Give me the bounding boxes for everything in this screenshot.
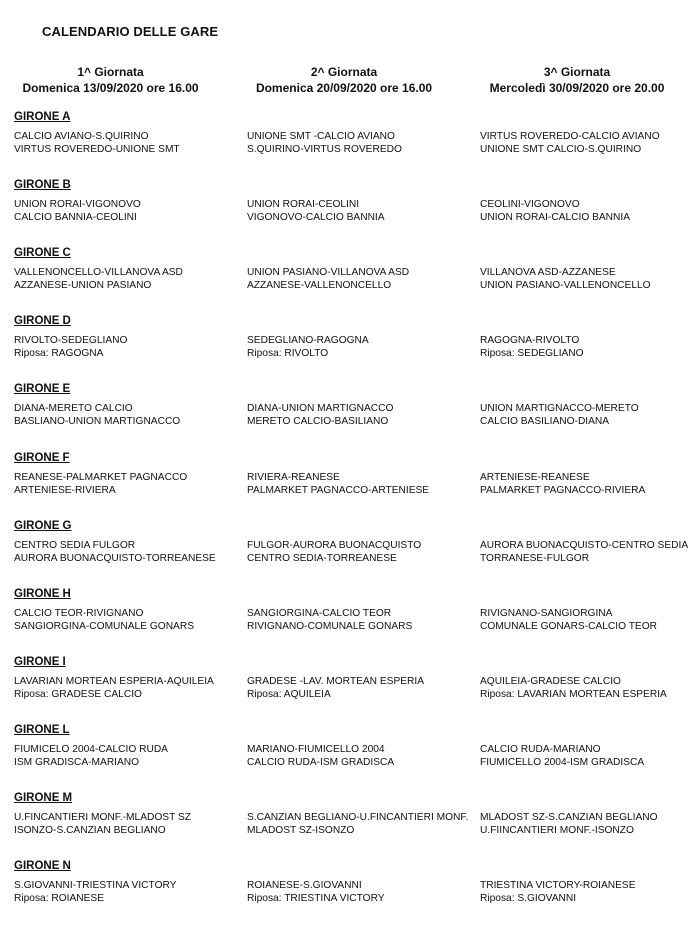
match-line: SANGIORGINA-COMUNALE GONARS: [14, 620, 195, 632]
group-round-column: [480, 472, 645, 497]
group-title: GIRONE N: [14, 860, 71, 872]
group-block: [0, 179, 697, 239]
match-line: U.FIINCANTIERI MONF.-ISONZO: [480, 824, 634, 836]
match-line: MARIANO-FIUMICELLO 2004: [247, 744, 385, 755]
match-line: AQUILEIA-GRADESE CALCIO: [480, 676, 621, 687]
match-line: U.FINCANTIERI MONF.-MLADOST SZ: [14, 812, 191, 823]
match-line: VIGONOVO-CALCIO BANNIA: [247, 211, 385, 223]
match-line: Riposa: SEDEGLIANO: [480, 347, 584, 359]
match-line: ARTENIESE-RIVIERA: [14, 484, 116, 496]
match-line: AZZANESE-VALLENONCELLO: [247, 279, 392, 291]
match-line: CENTRO SEDIA-TORREANESE: [247, 552, 397, 564]
group-round-column: [14, 403, 180, 428]
match-line: Riposa: GRADESE CALCIO: [14, 688, 142, 700]
group-block: [0, 656, 697, 716]
match-line: SANGIORGINA-CALCIO TEOR: [247, 608, 392, 619]
group-round-column: [480, 335, 584, 360]
round-label: 3^ Giornata: [543, 65, 611, 79]
match-line: MERETO CALCIO-BASILIANO: [247, 415, 389, 427]
group-title: GIRONE H: [14, 588, 71, 600]
match-line: LAVARIAN MORTEAN ESPERIA-AQUILEIA: [14, 676, 214, 687]
match-line: UNION MARTIGNACCO-MERETO: [480, 403, 639, 414]
match-line: RIVIGNANO-SANGIORGINA: [480, 608, 613, 619]
round-date: Mercoledì 30/09/2020 ore 20.00: [489, 81, 665, 95]
match-line: AURORA BUONACQUISTO-CENTRO SEDIA: [480, 540, 689, 551]
group-round-column: [480, 267, 651, 292]
group-title: GIRONE D: [14, 315, 71, 327]
match-line: UNION PASIANO-VILLANOVA ASD: [247, 267, 410, 278]
group-round-column: [480, 540, 688, 565]
group-title: GIRONE E: [14, 383, 71, 395]
group-block: [0, 792, 697, 852]
group-round-column: [480, 812, 658, 837]
match-line: CALCIO BASILIANO-DIANA: [480, 415, 610, 427]
match-line: VIRTUS ROVEREDO-CALCIO AVIANO: [480, 131, 660, 142]
match-line: RAGOGNA-RIVOLTO: [480, 335, 580, 346]
group-title: GIRONE L: [14, 724, 70, 736]
group-block: [0, 520, 697, 580]
group-round-column: [14, 744, 168, 769]
match-line: MLADOST SZ-ISONZO: [247, 824, 355, 836]
group-round-column: [14, 267, 183, 292]
round-date: Domenica 13/09/2020 ore 16.00: [22, 81, 199, 95]
match-line: VALLENONCELLO-VILLANOVA ASD: [14, 267, 183, 278]
group-round-column: [247, 676, 424, 701]
round-label: 2^ Giornata: [310, 65, 378, 79]
match-line: Riposa: LAVARIAN MORTEAN ESPERIA: [480, 688, 667, 700]
group-round-column: [247, 608, 412, 633]
group-round-column: [14, 608, 194, 633]
match-line: FIUMICELO 2004-CALCIO RUDA: [14, 744, 168, 755]
match-line: COMUNALE GONARS-CALCIO TEOR: [480, 620, 657, 632]
match-line: CALCIO TEOR-RIVIGNANO: [14, 608, 144, 619]
match-line: ISONZO-S.CANZIAN BEGLIANO: [14, 824, 166, 836]
group-round-column: [14, 676, 214, 701]
match-line: UNION PASIANO-VALLENONCELLO: [480, 279, 651, 291]
match-line: ARTENIESE-REANESE: [480, 472, 590, 483]
group-round-column: [14, 199, 141, 224]
match-line: FULGOR-AURORA BUONACQUISTO: [247, 540, 422, 551]
group-title: GIRONE M: [14, 792, 73, 804]
match-line: UNION RORAI-VIGONOVO: [14, 199, 141, 210]
group-title: GIRONE F: [14, 452, 70, 464]
match-line: TRIESTINA VICTORY-ROIANESE: [480, 880, 636, 891]
round-header-2: [244, 64, 444, 96]
group-title: GIRONE C: [14, 247, 71, 259]
group-round-column: [480, 744, 644, 769]
match-line: S.CANZIAN BEGLIANO-U.FINCANTIERI MONF.: [247, 812, 469, 823]
match-line: Riposa: RAGOGNA: [14, 347, 104, 359]
group-round-column: [247, 403, 393, 428]
group-round-column: [480, 403, 639, 428]
group-title: GIRONE B: [14, 179, 71, 191]
group-title: GIRONE A: [14, 111, 71, 123]
group-round-column: [247, 744, 394, 769]
match-line: CALCIO BANNIA-CEOLINI: [14, 211, 137, 223]
match-line: UNIONE SMT CALCIO-S.QUIRINO: [480, 143, 642, 155]
round-header-3: [478, 64, 676, 96]
match-line: S.GIOVANNI-TRIESTINA VICTORY: [14, 880, 177, 891]
group-round-column: [247, 812, 468, 837]
match-line: CALCIO RUDA-MARIANO: [480, 744, 601, 755]
group-round-column: [14, 335, 127, 360]
match-line: REANESE-PALMARKET PAGNACCO: [14, 472, 188, 483]
group-round-column: [247, 880, 385, 905]
match-line: FIUMICELLO 2004-ISM GRADISCA: [480, 756, 645, 768]
group-round-column: [14, 812, 191, 837]
match-line: Riposa: AQUILEIA: [247, 688, 331, 700]
match-line: CALCIO RUDA-ISM GRADISCA: [247, 756, 395, 768]
group-block: [0, 588, 697, 648]
group-round-column: [247, 131, 402, 156]
group-round-column: [480, 880, 636, 905]
group-round-column: [14, 540, 216, 565]
match-line: RIVIGNANO-COMUNALE GONARS: [247, 620, 413, 632]
group-block: [0, 860, 697, 920]
group-round-column: [14, 131, 180, 156]
match-line: PALMARKET PAGNACCO-RIVIERA: [480, 484, 646, 496]
group-round-column: [480, 676, 667, 701]
match-line: RIVIERA-REANESE: [247, 472, 340, 483]
match-line: AZZANESE-UNION PASIANO: [14, 279, 152, 291]
match-line: VILLANOVA ASD-AZZANESE: [480, 267, 616, 278]
match-line: MLADOST SZ-S.CANZIAN BEGLIANO: [480, 812, 658, 823]
match-line: ISM GRADISCA-MARIANO: [14, 756, 140, 768]
round-header-1: [8, 64, 213, 96]
match-line: UNIONE SMT -CALCIO AVIANO: [247, 131, 395, 142]
match-line: Riposa: RIVOLTO: [247, 347, 329, 359]
group-block: [0, 315, 697, 375]
group-round-column: [247, 335, 369, 360]
group-round-column: [480, 131, 660, 156]
match-line: Riposa: TRIESTINA VICTORY: [247, 892, 385, 904]
match-line: RIVOLTO-SEDEGLIANO: [14, 335, 128, 346]
match-line: AURORA BUONACQUISTO-TORREANESE: [14, 552, 216, 564]
match-line: CENTRO SEDIA FULGOR: [14, 540, 136, 551]
group-round-column: [14, 880, 176, 905]
match-line: CEOLINI-VIGONOVO: [480, 199, 580, 210]
match-line: ROIANESE-S.GIOVANNI: [247, 880, 362, 891]
group-round-column: [480, 608, 657, 633]
group-title: GIRONE I: [14, 656, 66, 668]
match-line: UNION RORAI-CALCIO BANNIA: [480, 211, 631, 223]
group-round-column: [247, 199, 385, 224]
group-block: [0, 383, 697, 443]
match-line: PALMARKET PAGNACCO-ARTENIESE: [247, 484, 430, 496]
group-title: GIRONE G: [14, 520, 72, 532]
match-line: GRADESE -LAV. MORTEAN ESPERIA: [247, 676, 425, 687]
match-line: SEDEGLIANO-RAGOGNA: [247, 335, 369, 346]
match-line: UNION RORAI-CEOLINI: [247, 199, 360, 210]
group-block: [0, 247, 697, 307]
group-round-column: [480, 199, 630, 224]
group-block: [0, 111, 697, 171]
group-round-column: [247, 472, 429, 497]
round-date: Domenica 20/09/2020 ore 16.00: [255, 81, 433, 95]
match-line: S.QUIRINO-VIRTUS ROVEREDO: [247, 143, 402, 155]
match-line: VIRTUS ROVEREDO-UNIONE SMT: [14, 143, 180, 155]
group-block: [0, 452, 697, 512]
group-round-column: [247, 267, 409, 292]
page-title: CALENDARIO DELLE GARE: [42, 24, 219, 39]
match-line: Riposa: ROIANESE: [14, 892, 105, 904]
match-line: TORRANESE-FULGOR: [480, 552, 590, 564]
group-round-column: [14, 472, 187, 497]
match-line: BASLIANO-UNION MARTIGNACCO: [14, 415, 181, 427]
match-line: DIANA-UNION MARTIGNACCO: [247, 403, 394, 414]
group-block: [0, 724, 697, 784]
match-line: DIANA-MERETO CALCIO: [14, 403, 133, 414]
match-line: CALCIO AVIANO-S.QUIRINO: [14, 131, 149, 142]
round-label: 1^ Giornata: [77, 65, 144, 79]
group-round-column: [247, 540, 421, 565]
match-line: Riposa: S.GIOVANNI: [480, 892, 577, 904]
